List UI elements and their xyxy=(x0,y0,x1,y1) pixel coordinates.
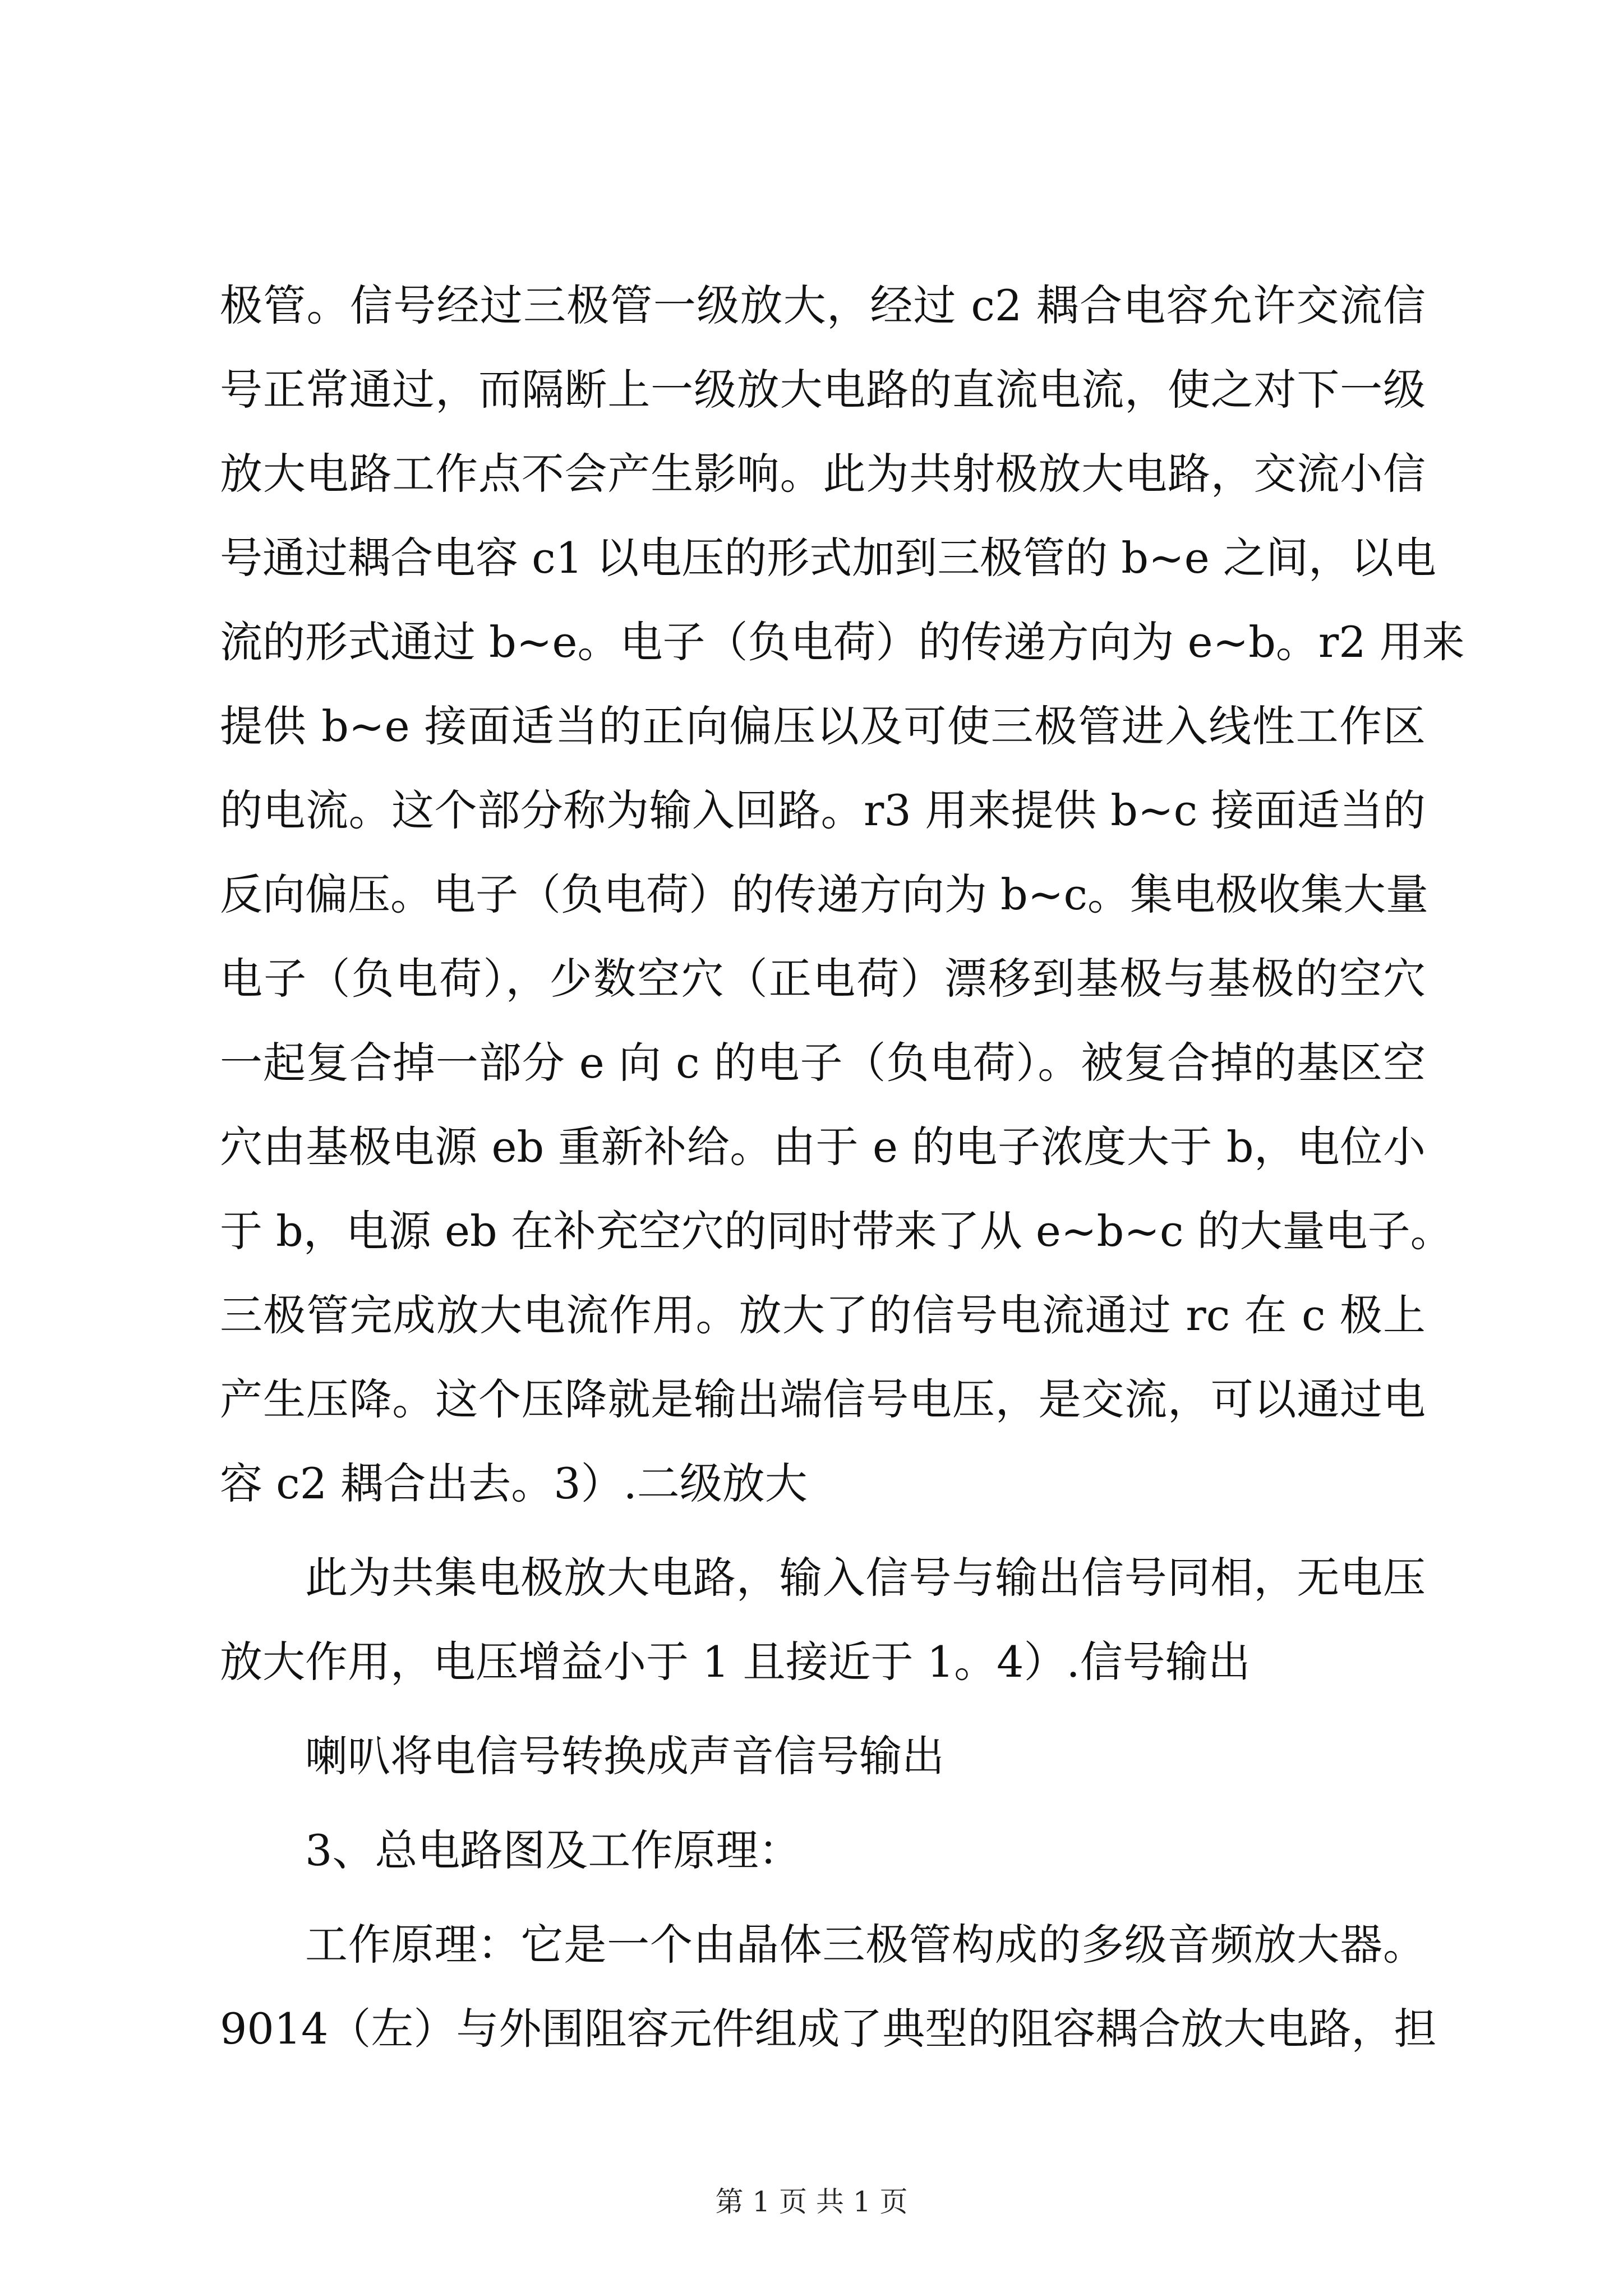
text-line: 提供 b~e 接面适当的正向偏压以及可使三极管进入线性工作区 xyxy=(220,701,1426,751)
paragraph-spacer xyxy=(220,1526,1426,1536)
text-line: 穴由基极电源 eb 重新补给。由于 e 的电子浓度大于 b，电位小 xyxy=(220,1122,1426,1172)
text-line: 放大作用，电压增益小于 1 且接近于 1。4）.信号输出 xyxy=(220,1637,1251,1687)
paragraph-3 xyxy=(220,1714,1426,1798)
document-body xyxy=(220,264,1465,2071)
paragraph-spacer xyxy=(220,1893,1426,1903)
text-line: 9014（左）与外围阻容元件组成了典型的阻容耦合放大电路，担 xyxy=(220,2004,1437,2054)
text-line: 于 b，电源 eb 在补充空穴的同时带来了从 e~b~c 的大量电子。 xyxy=(220,1206,1453,1256)
paragraph-4 xyxy=(220,1809,1426,1893)
text-line: 此为共集电极放大电路，输入信号与输出信号同相，无电压 xyxy=(305,1553,1426,1603)
page-footer: 第 1 页 共 1 页 xyxy=(715,2185,908,2218)
paragraph-spacer xyxy=(220,1704,1426,1714)
text-line: 容 c2 耦合出去。3）.二级放大 xyxy=(220,1458,808,1508)
paragraph-1 xyxy=(220,264,1465,1526)
text-line: 产生压降。这个压降就是输出端信号电压，是交流，可以通过电 xyxy=(220,1374,1426,1424)
section-heading: 3、总电路图及工作原理： xyxy=(305,1825,801,1875)
text-line: 工作原理：它是一个由晶体三极管构成的多级音频放大器。 xyxy=(305,1920,1426,1970)
text-line: 电子（负电荷），少数空穴（正电荷）漂移到基极与基极的空穴 xyxy=(220,954,1426,1004)
text-line: 极管。信号经过三极管一级放大，经过 c2 耦合电容允许交流信 xyxy=(220,280,1426,330)
paragraph-5 xyxy=(220,1903,1437,2071)
text-line: 号正常通过，而隔断上一级放大电路的直流电流，使之对下一级 xyxy=(220,365,1426,415)
text-line: 三极管完成放大电流作用。放大了的信号电流通过 rc 在 c 极上 xyxy=(220,1290,1426,1340)
text-line: 号通过耦合电容 c1 以电压的形式加到三极管的 b~e 之间，以电 xyxy=(220,533,1436,583)
text-line: 流的形式通过 b~e。电子（负电荷）的传递方向为 e~b。r2 用来 xyxy=(220,617,1465,667)
text-line: 喇叭将电信号转换成声音信号输出 xyxy=(305,1731,944,1781)
text-line: 一起复合掉一部分 e 向 c 的电子（负电荷）。被复合掉的基区空 xyxy=(220,1038,1426,1088)
paragraph-spacer xyxy=(220,1798,1426,1809)
text-line: 放大电路工作点不会产生影响。此为共射极放大电路，交流小信 xyxy=(220,449,1426,499)
text-line: 反向偏压。电子（负电荷）的传递方向为 b~c。集电极收集大量 xyxy=(220,869,1429,919)
paragraph-2 xyxy=(220,1536,1426,1704)
text-line: 的电流。这个部分称为输入回路。r3 用来提供 b~c 接面适当的 xyxy=(220,785,1426,835)
